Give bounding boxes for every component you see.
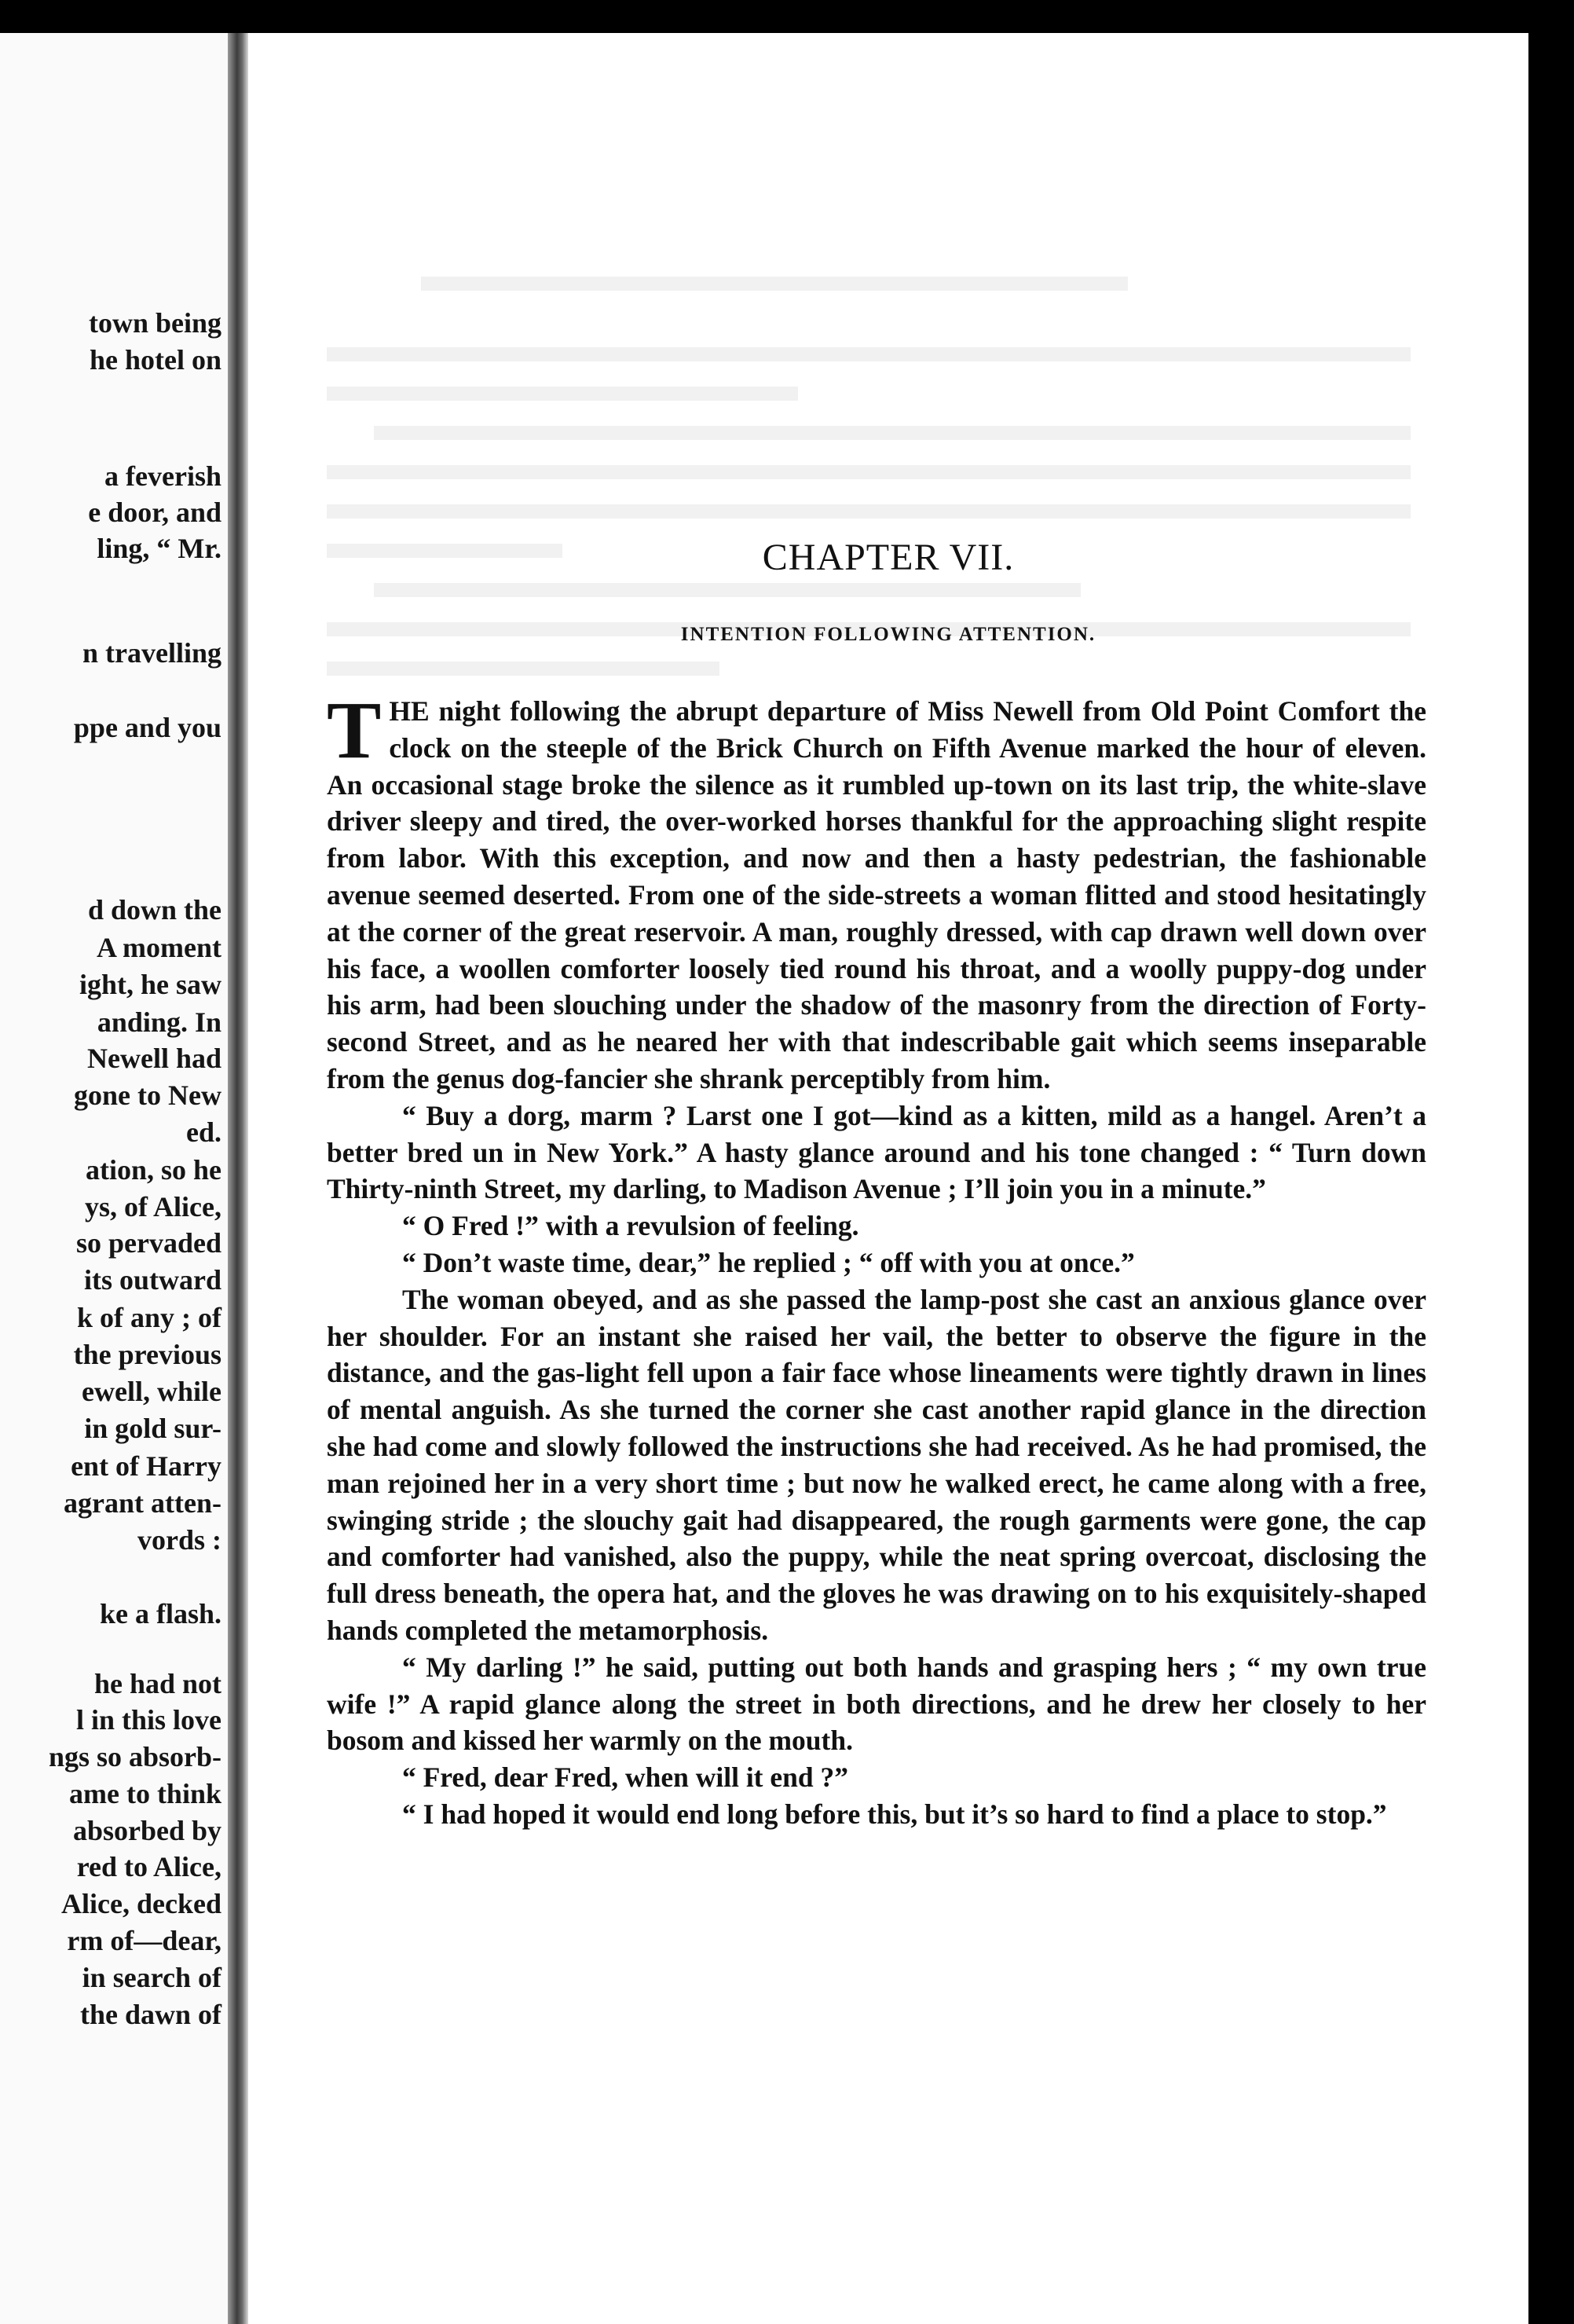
facing-page-line: anding. In [97,1006,221,1038]
facing-page-line: he had not [93,1668,221,1699]
facing-page-line: l in this love [75,1704,221,1736]
facing-page-line: A moment [97,932,221,963]
facing-page-line: Alice, decked [61,1888,221,1919]
facing-page-line: red to Alice, [76,1851,221,1882]
facing-page-line: so pervaded [75,1227,221,1259]
facing-page-line: ewell, while [82,1376,221,1407]
facing-page-line: ppe and you [73,712,221,743]
chapter-title: CHAPTER VII. [762,537,1015,578]
paragraph [327,685,1426,1098]
paragraph: “ O Fred !” with a revulsion of feeling. [402,1210,859,1242]
scan-right-border [1528,0,1574,2324]
facing-page-line: gone to New [74,1080,221,1111]
facing-page-line: e door, and [88,497,221,528]
facing-page-line: the previous [73,1339,221,1370]
facing-page-line: ke a flash. [99,1598,221,1629]
paragraph: “ Don’t waste time, dear,” he replied ; “ off with you at once.” [402,1246,1135,1278]
facing-page-line: Newell had [87,1043,221,1074]
facing-page-line: ame to think [68,1778,221,1809]
chapter-subtitle: INTENTION FOLLOWING ATTENTION. [680,624,1096,645]
facing-page-line: agrant atten- [64,1487,221,1519]
facing-page-line: ngs so absorb- [48,1741,221,1772]
facing-page-line: d down the [87,894,221,926]
facing-page-line: he hotel on [89,344,221,376]
paragraph: “ Buy a dorg, marm ? Larst one I got—kind as a kitten, mild as a hangel. Aren’t a better bred un in New York.” A hasty glance around and his tone changed : “ Turn down Thirty-ninth Street, my darling, to Madison Avenue ; I’ll join you in a minute.” [327,1099,1426,1205]
facing-page-line: rm of—dear, [67,1925,221,1956]
facing-page-line: ent of Harry [71,1450,221,1482]
paragraph: “ My darling !” he said, putting out both hands and grasping hers ; “ my own true wife !” A rapid glance along the street in both directions, and he drew her closely to her bosom and kissed her warmly on the mouth. [327,1651,1426,1757]
facing-page-line: the dawn of [79,1999,221,2030]
book-gutter [228,33,248,2324]
facing-page [0,33,229,2324]
facing-page-line: k of any ; of [76,1302,221,1333]
paragraph: “ I had hoped it would end long before this, but it’s so hard to find a place to stop.” [402,1798,1387,1830]
drop-cap: T [327,685,382,775]
facing-page-line: n travelling [82,637,221,669]
facing-page-line: ys, of Alice, [85,1191,221,1222]
chapter-body [327,685,1426,1833]
book-page [248,33,1528,2324]
facing-page-line: absorbed by [72,1815,221,1846]
facing-page-line: in gold sur- [84,1413,221,1444]
facing-page-line: town being [88,307,221,339]
facing-page-line: its outward [83,1264,221,1296]
facing-page-line: ation, so he [85,1154,221,1186]
paragraph-text: HE night following the abrupt departure of Miss Newell from Old Point Comfort the clock on the steeple of the Brick Church on Fifth Avenue marked the hour of eleven. An occasional stage broke the silence as it rumbled up-town on its last trip, the white-slave driver sleepy and tired, the over-worked horses thankful for the approaching slight respite from labor. With this exception, and now and then a hasty pedestrian, the fashionable avenue seemed deserted. From one of the side-streets a woman flitted and stood hesitatingly at the corner of the great reservoir. A man, roughly dressed, with cap drawn well down over his face, a woollen comforter loosely tied round his throat, and a woolly puppy-dog under his arm, had been slouching under the shadow of the masonry from the direction of Forty-second Street, and as he neared her with that indescribable gait which seems inseparable from the genus dog-fancier she shrank perceptibly from him. [327,695,1426,1094]
facing-page-line: ling, “ Mr. [97,533,221,564]
facing-page-line: ight, he saw [79,969,221,1000]
scan-top-border [0,0,1574,33]
facing-page-line: vords : [137,1524,221,1556]
facing-page-line: in search of [82,1962,221,1993]
paragraph: The woman obeyed, and as she passed the lamp-post she cast an anxious glance over her shoulder. For an instant she raised her vail, the better to observe the figure in the distance, and the gas-light fell upon a fair face whose lineaments were tightly drawn in lines of mental anguish. As she turned the corner she cast another rapid glance in the direction she had come and slowly followed the instructions she had received. As he had promised, the man rejoined her in a very short time ; but now he walked erect, he came along with a free, swinging stride ; the slouchy gait had disappeared, the rough garments were gone, the cap and comforter had vanished, also the puppy, while the neat spring overcoat, disclosing the full dress beneath, the opera hat, and the gloves he was drawing on to his exquisitely-shaped hands completed the metamorphosis. [327,1283,1426,1646]
paragraph: “ Fred, dear Fred, when will it end ?” [402,1761,848,1794]
facing-page-line: a feverish [104,460,221,492]
facing-page-line: ed. [186,1116,221,1148]
